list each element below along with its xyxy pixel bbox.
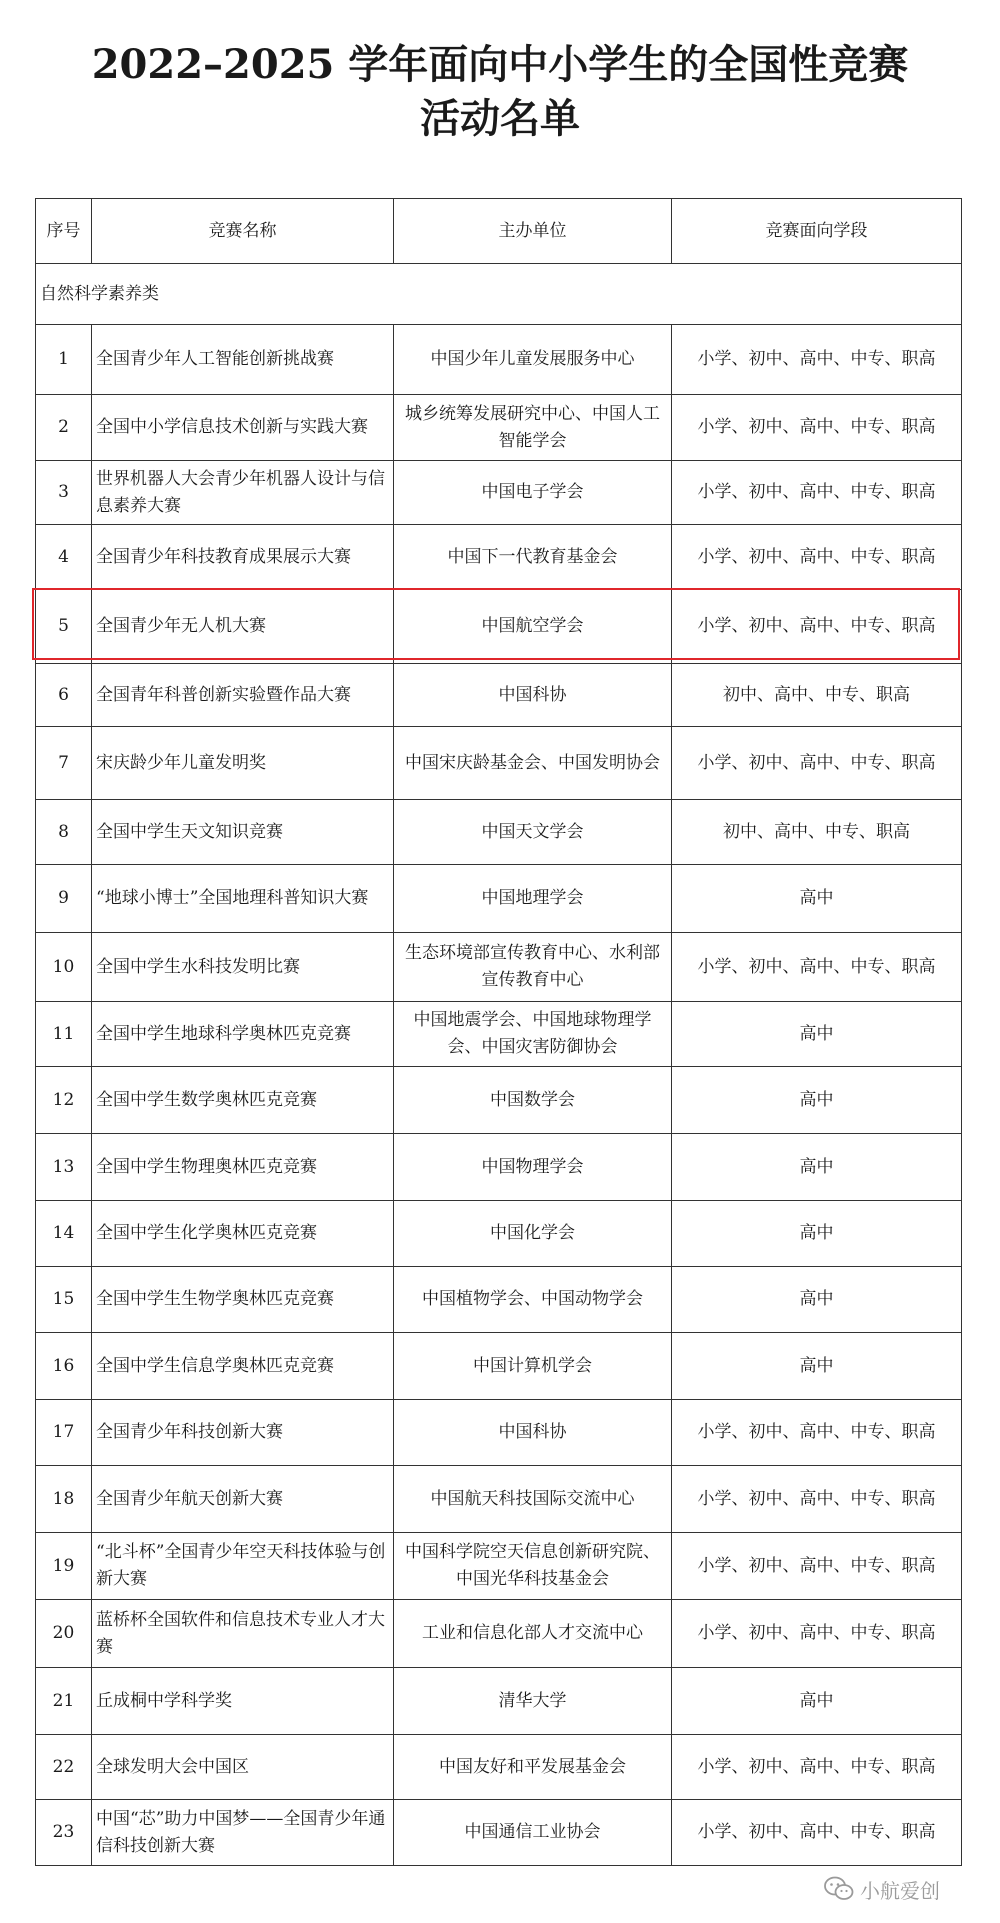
table-header-row — [36, 199, 962, 264]
row-organizer: 中国友好和平发展基金会 — [394, 1735, 672, 1800]
row-no: 15 — [36, 1267, 92, 1333]
row-organizer: 中国数学会 — [394, 1067, 672, 1134]
table-row — [36, 1668, 962, 1735]
table-row — [36, 1800, 962, 1866]
table-row — [36, 1333, 962, 1400]
row-name: 全国中学生物理奥林匹克竞赛 — [92, 1134, 394, 1201]
row-levels: 小学、初中、高中、中专、职高 — [672, 1400, 962, 1466]
row-no: 21 — [36, 1668, 92, 1735]
row-organizer: 中国地理学会 — [394, 865, 672, 933]
row-name: 全国中小学信息技术创新与实践大赛 — [92, 395, 394, 461]
row-no: 7 — [36, 727, 92, 800]
row-organizer: 中国航天科技国际交流中心 — [394, 1466, 672, 1533]
row-levels: 小学、初中、高中、中专、职高 — [672, 525, 962, 590]
row-organizer: 中国化学会 — [394, 1201, 672, 1267]
row-organizer: 中国电子学会 — [394, 461, 672, 525]
table-row — [36, 800, 962, 865]
row-name: 全国青年科普创新实验暨作品大赛 — [92, 664, 394, 727]
row-levels: 高中 — [672, 1267, 962, 1333]
row-levels: 高中 — [672, 1134, 962, 1201]
table-row — [36, 1067, 962, 1134]
row-no: 13 — [36, 1134, 92, 1201]
row-name: 全国青少年人工智能创新挑战赛 — [92, 325, 394, 395]
row-no: 19 — [36, 1533, 92, 1600]
row-levels: 高中 — [672, 1067, 962, 1134]
row-organizer: 清华大学 — [394, 1668, 672, 1735]
row-no: 20 — [36, 1600, 92, 1668]
row-no: 9 — [36, 865, 92, 933]
row-levels: 小学、初中、高中、中专、职高 — [672, 325, 962, 395]
row-no: 10 — [36, 933, 92, 1002]
row-levels: 小学、初中、高中、中专、职高 — [672, 461, 962, 525]
row-name: 全国中学生地球科学奥林匹克竞赛 — [92, 1002, 394, 1067]
row-organizer: 中国物理学会 — [394, 1134, 672, 1201]
header-no: 序号 — [36, 199, 92, 264]
row-name: 全国中学生天文知识竞赛 — [92, 800, 394, 865]
row-levels: 高中 — [672, 1333, 962, 1400]
row-levels: 小学、初中、高中、中专、职高 — [672, 727, 962, 800]
row-no: 11 — [36, 1002, 92, 1067]
row-organizer: 中国通信工业协会 — [394, 1800, 672, 1866]
row-organizer: 中国少年儿童发展服务中心 — [394, 325, 672, 395]
row-levels: 小学、初中、高中、中专、职高 — [672, 395, 962, 461]
row-organizer: 中国科协 — [394, 664, 672, 727]
table-row — [36, 1267, 962, 1333]
wechat-icon — [824, 1876, 854, 1902]
row-levels: 小学、初中、高中、中专、职高 — [672, 1600, 962, 1668]
row-organizer: 中国天文学会 — [394, 800, 672, 865]
row-levels: 初中、高中、中专、职高 — [672, 800, 962, 865]
category-row — [36, 264, 962, 325]
header-levels: 竞赛面向学段 — [672, 199, 962, 264]
table-row — [36, 525, 962, 590]
table-row — [36, 1400, 962, 1466]
row-no: 17 — [36, 1400, 92, 1466]
row-organizer: 中国航空学会 — [394, 590, 672, 664]
row-organizer: 中国科学院空天信息创新研究院、中国光华科技基金会 — [394, 1533, 672, 1600]
row-organizer: 中国下一代教育基金会 — [394, 525, 672, 590]
page-title-line2: 活动名单 — [420, 95, 580, 142]
row-levels: 小学、初中、高中、中专、职高 — [672, 590, 962, 664]
table-row — [36, 664, 962, 727]
row-levels: 小学、初中、高中、中专、职高 — [672, 1533, 962, 1600]
table-row — [36, 590, 962, 664]
table-row — [36, 727, 962, 800]
row-name: 全国中学生化学奥林匹克竞赛 — [92, 1201, 394, 1267]
table-row — [36, 1201, 962, 1267]
watermark-text: 小航爱创 — [860, 1878, 940, 1903]
row-no: 6 — [36, 664, 92, 727]
row-organizer: 中国宋庆龄基金会、中国发明协会 — [394, 727, 672, 800]
row-name: 全国青少年航天创新大赛 — [92, 1466, 394, 1533]
row-levels: 小学、初中、高中、中专、职高 — [672, 933, 962, 1002]
row-organizer: 生态环境部宣传教育中心、水利部宣传教育中心 — [394, 933, 672, 1002]
row-name: 丘成桐中学科学奖 — [92, 1668, 394, 1735]
row-levels: 小学、初中、高中、中专、职高 — [672, 1735, 962, 1800]
row-name: “北斗杯”全国青少年空天科技体验与创新大赛 — [92, 1533, 394, 1600]
row-no: 2 — [36, 395, 92, 461]
table-row — [36, 1134, 962, 1201]
table-row — [36, 1735, 962, 1800]
row-levels: 高中 — [672, 1002, 962, 1067]
row-name: 中国“芯”助力中国梦——全国青少年通信科技创新大赛 — [92, 1800, 394, 1866]
row-organizer: 中国植物学会、中国动物学会 — [394, 1267, 672, 1333]
row-no: 5 — [36, 590, 92, 664]
table-row — [36, 395, 962, 461]
row-no: 3 — [36, 461, 92, 525]
row-levels: 高中 — [672, 865, 962, 933]
page-title: 2022–2025 学年面向中小学生的全国性竞赛 — [91, 41, 909, 88]
table-row — [36, 865, 962, 933]
row-no: 14 — [36, 1201, 92, 1267]
row-name: 全国青少年无人机大赛 — [92, 590, 394, 664]
row-levels: 小学、初中、高中、中专、职高 — [672, 1800, 962, 1866]
row-no: 16 — [36, 1333, 92, 1400]
header-name: 竞赛名称 — [92, 199, 394, 264]
table-row — [36, 1600, 962, 1668]
table-row — [36, 325, 962, 395]
header-organizer: 主办单位 — [394, 199, 672, 264]
row-no: 22 — [36, 1735, 92, 1800]
row-name: 蓝桥杯全国软件和信息技术专业人才大赛 — [92, 1600, 394, 1668]
row-organizer: 中国地震学会、中国地球物理学会、中国灾害防御协会 — [394, 1002, 672, 1067]
row-levels: 初中、高中、中专、职高 — [672, 664, 962, 727]
table-row — [36, 1002, 962, 1067]
row-levels: 高中 — [672, 1668, 962, 1735]
row-organizer: 中国科协 — [394, 1400, 672, 1466]
row-name: 全国中学生生物学奥林匹克竞赛 — [92, 1267, 394, 1333]
row-name: 全国中学生信息学奥林匹克竞赛 — [92, 1333, 394, 1400]
row-no: 12 — [36, 1067, 92, 1134]
row-no: 8 — [36, 800, 92, 865]
row-name: 全国青少年科技教育成果展示大赛 — [92, 525, 394, 590]
table-row — [36, 1466, 962, 1533]
row-organizer: 城乡统筹发展研究中心、中国人工智能学会 — [394, 395, 672, 461]
row-no: 23 — [36, 1800, 92, 1866]
row-no: 18 — [36, 1466, 92, 1533]
watermark — [824, 1874, 940, 1904]
row-levels: 高中 — [672, 1201, 962, 1267]
row-name: 世界机器人大会青少年机器人设计与信息素养大赛 — [92, 461, 394, 525]
row-no: 4 — [36, 525, 92, 590]
row-organizer: 工业和信息化部人才交流中心 — [394, 1600, 672, 1668]
row-name: 全国中学生数学奥林匹克竞赛 — [92, 1067, 394, 1134]
row-no: 1 — [36, 325, 92, 395]
row-name: “地球小博士”全国地理科普知识大赛 — [92, 865, 394, 933]
category-label: 自然科学素养类 — [36, 264, 962, 325]
row-name: 全国青少年科技创新大赛 — [92, 1400, 394, 1466]
competition-table — [35, 198, 962, 1866]
table-row — [36, 933, 962, 1002]
row-organizer: 中国计算机学会 — [394, 1333, 672, 1400]
table-row — [36, 461, 962, 525]
row-levels: 小学、初中、高中、中专、职高 — [672, 1466, 962, 1533]
row-name: 全球发明大会中国区 — [92, 1735, 394, 1800]
table-row — [36, 1533, 962, 1600]
row-name: 全国中学生水科技发明比赛 — [92, 933, 394, 1002]
row-name: 宋庆龄少年儿童发明奖 — [92, 727, 394, 800]
